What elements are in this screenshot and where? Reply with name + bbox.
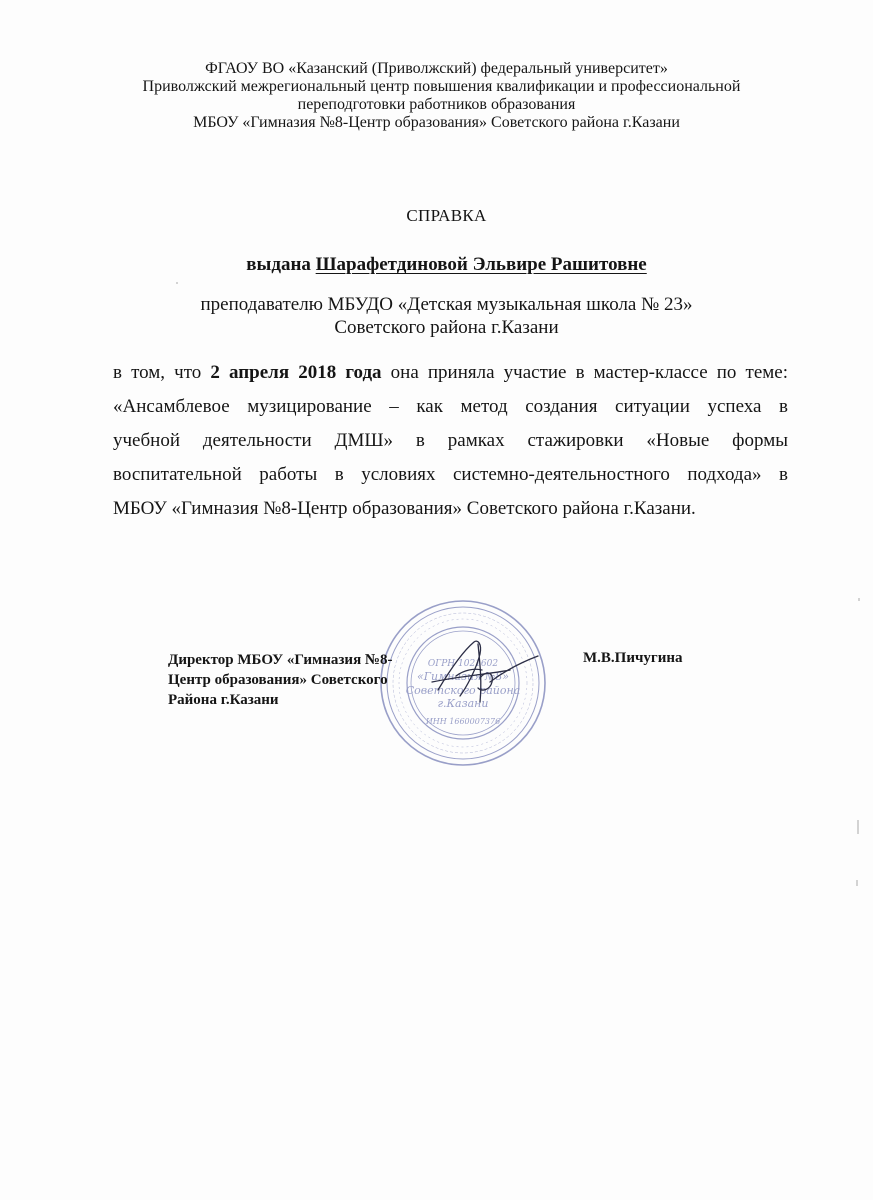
event-date: 2 апреля 2018 года	[210, 362, 382, 383]
stamp-center-line2: Советского района	[405, 684, 521, 697]
header-university: ФГАОУ ВО «Казанский (Приволжский) федеральный университет»	[205, 60, 668, 77]
scan-speck	[858, 598, 860, 601]
body-line-3: учебной деятельности ДМШ» в рамках стажировки «Новые формы	[113, 430, 788, 451]
header-center-cont: переподготовки работников образования	[297, 96, 576, 113]
signatory-title-line2: Центр образования» Советского	[168, 672, 388, 688]
position-line1: преподавателю МБУДО «Детская музыкальная школа № 23»	[200, 294, 693, 315]
scan-speck	[176, 282, 178, 284]
body-line-5: МБОУ «Гимназия №8-Центр образования» Советского района г.Казани.	[113, 498, 696, 519]
body-line-1-end: она приняла участие в мастер-классе по теме:	[390, 362, 789, 383]
body-line-4: воспитательной работы в условиях системно-деятельностного подхода» в	[113, 464, 788, 485]
recipient-position	[0, 293, 873, 339]
document-header	[0, 60, 873, 132]
body-line-1-start: в том, что	[113, 362, 202, 383]
stamp-center-line3: г.Казани	[437, 697, 489, 710]
signatory-title-line3: Района г.Казани	[168, 692, 279, 708]
stamp-ogrn: ОГРН 1021602	[427, 659, 499, 669]
header-school: МБОУ «Гимназия №8-Центр образования» Советского района г.Казани	[193, 114, 680, 131]
signatory-title-line1: Директор МБОУ «Гимназия №8-	[168, 652, 393, 668]
issued-to	[0, 254, 873, 276]
issued-prefix: выдана	[246, 254, 311, 275]
position-line2: Советского района г.Казани	[334, 317, 559, 338]
signatory-title	[168, 650, 393, 710]
document-title: СПРАВКА	[406, 206, 487, 225]
body-line-2: «Ансамблевое музицирование – как метод создания ситуации успеха в	[113, 396, 788, 417]
header-center: Приволжский межрегиональный центр повышения квалификации и профессиональной	[142, 78, 741, 95]
signatory-name: М.В.Пичугина	[583, 650, 683, 666]
certificate-body	[113, 356, 788, 526]
director-signature	[427, 630, 542, 712]
stamp-inn: ИНН 1660007376	[425, 717, 501, 726]
scan-speck	[857, 820, 859, 834]
recipient-name: Шарафетдиновой Эльвире Рашитовне	[315, 254, 647, 275]
stamp-center-line1: «Гимназия №8»	[416, 670, 510, 683]
scan-speck	[856, 880, 858, 886]
body-line-1	[113, 356, 788, 390]
